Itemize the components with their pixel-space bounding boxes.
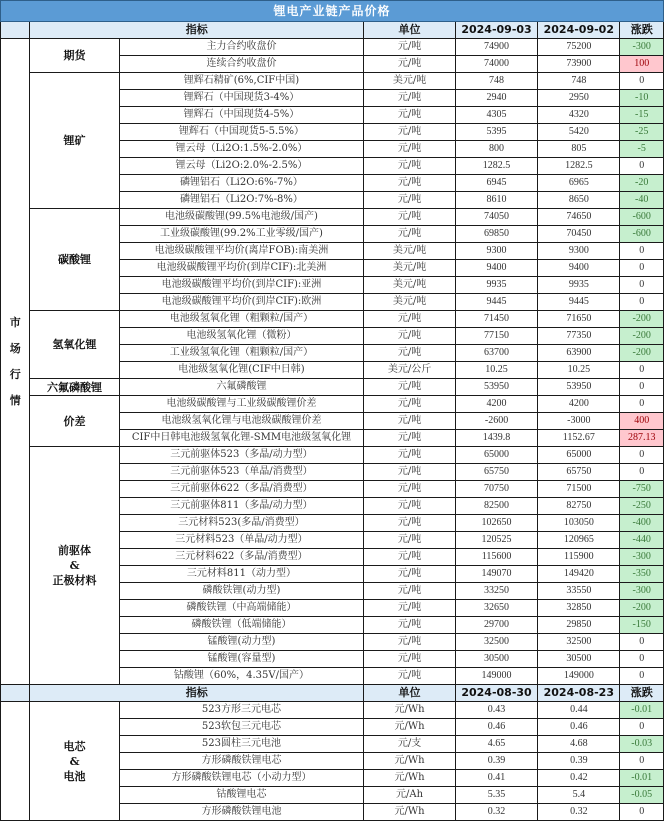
unit-cell: 美元/吨 <box>364 243 456 260</box>
unit-cell: 元/吨 <box>364 90 456 107</box>
item-name: 锂辉石（中国现货3-4%） <box>119 90 364 107</box>
unit-cell: 元/Wh <box>364 804 456 821</box>
change-cell: 0 <box>620 396 664 413</box>
change-cell: 400 <box>620 413 664 430</box>
change-cell: -20 <box>620 175 664 192</box>
value-date1: 0.46 <box>455 719 537 736</box>
item-name: 磷酸铁锂(动力型) <box>119 583 364 600</box>
unit-cell: 元/Ah <box>364 787 456 804</box>
value-date1: 30500 <box>455 651 537 668</box>
change-cell: 0 <box>620 243 664 260</box>
value-date1: 149000 <box>455 668 537 685</box>
unit-cell: 元/吨 <box>364 515 456 532</box>
value-date1: 32500 <box>455 634 537 651</box>
unit-cell: 元/吨 <box>364 107 456 124</box>
change-cell: 0 <box>620 73 664 90</box>
category-cell: 价差 <box>30 396 119 447</box>
item-name: 三元前驱体811（多晶/动力型） <box>119 498 364 515</box>
unit-cell: 美元/吨 <box>364 73 456 90</box>
change-cell: 0 <box>620 668 664 685</box>
category-line: 电芯 <box>63 739 86 753</box>
unit-cell: 元/吨 <box>364 226 456 243</box>
category-line: 正极材料 <box>52 574 97 587</box>
unit-cell: 美元/吨 <box>364 277 456 294</box>
unit-cell: 元/吨 <box>364 124 456 141</box>
item-name: CIF中日韩电池级氢氧化锂-SMM电池级氢氧化锂 <box>119 430 364 447</box>
category-line: 电池 <box>63 769 86 783</box>
item-name: 电池级碳酸锂平均价(到岸CIF):欧洲 <box>119 294 364 311</box>
header-row-2 <box>1 685 664 702</box>
unit-cell: 元/吨 <box>364 447 456 464</box>
unit-cell: 元/吨 <box>364 464 456 481</box>
unit-cell: 元/吨 <box>364 430 456 447</box>
header-change: 涨跌 <box>620 22 664 39</box>
unit-cell: 元/吨 <box>364 668 456 685</box>
value-date1: 9445 <box>455 294 537 311</box>
value-date2: 0.42 <box>538 770 620 787</box>
value-date1: 6945 <box>455 175 537 192</box>
value-date2: 32850 <box>538 600 620 617</box>
item-name: 523方形三元电芯 <box>119 702 364 719</box>
category-cell: 氢氧化锂 <box>30 311 119 379</box>
value-date2: 149420 <box>538 566 620 583</box>
value-date1: 82500 <box>455 498 537 515</box>
unit-cell: 元/吨 <box>364 141 456 158</box>
value-date1: 4305 <box>455 107 537 124</box>
item-name: 电池级碳酸锂(99.5%电池级/国产) <box>119 209 364 226</box>
unit-cell: 元/吨 <box>364 379 456 396</box>
item-name: 三元前驱体523（单晶/消费型） <box>119 464 364 481</box>
value-date1: 115600 <box>455 549 537 566</box>
unit-cell: 元/吨 <box>364 617 456 634</box>
change-cell: -300 <box>620 549 664 566</box>
unit-cell: 元/吨 <box>364 498 456 515</box>
unit-cell: 元/吨 <box>364 651 456 668</box>
change-cell: 0 <box>620 362 664 379</box>
value-date1: 74000 <box>455 56 537 73</box>
value-date2: 9445 <box>538 294 620 311</box>
item-name: 三元材料523(多晶/消费型） <box>119 515 364 532</box>
value-date2: 30500 <box>538 651 620 668</box>
value-date2: 103050 <box>538 515 620 532</box>
value-date2: 0.32 <box>538 804 620 821</box>
header-indicator: 指标 <box>30 22 364 39</box>
value-date1: 74900 <box>455 39 537 56</box>
value-date1: 5.35 <box>455 787 537 804</box>
unit-cell: 元/吨 <box>364 328 456 345</box>
item-name: 磷锂铝石（Li2O:6%-7%） <box>119 175 364 192</box>
item-name: 三元材料811（动力型） <box>119 566 364 583</box>
value-date1: -2600 <box>455 413 537 430</box>
change-cell: -400 <box>620 515 664 532</box>
item-name: 锂云母（Li2O:1.5%-2.0%） <box>119 141 364 158</box>
change-cell: -250 <box>620 498 664 515</box>
change-cell: 0 <box>620 651 664 668</box>
item-name: 连续合约收盘价 <box>119 56 364 73</box>
item-name: 电池级碳酸锂与工业级碳酸锂价差 <box>119 396 364 413</box>
table-row <box>1 396 664 413</box>
item-name: 六氟磷酸锂 <box>119 379 364 396</box>
value-date1: 0.32 <box>455 804 537 821</box>
category-line: & <box>69 754 80 768</box>
change-cell: -5 <box>620 141 664 158</box>
item-name: 锂辉石（中国现货5-5.5%） <box>119 124 364 141</box>
title-row <box>1 1 664 22</box>
value-date2: 0.39 <box>538 753 620 770</box>
unit-cell: 美元/吨 <box>364 260 456 277</box>
table-title: 锂电产业链产品价格 <box>1 1 664 22</box>
value-date2: 4.68 <box>538 736 620 753</box>
item-name: 方形磷酸铁锂电池 <box>119 804 364 821</box>
value-date1: 10.25 <box>455 362 537 379</box>
category-cell: 碳酸锂 <box>30 209 119 311</box>
item-name: 三元前驱体622（多晶/消费型） <box>119 481 364 498</box>
unit-cell: 元/吨 <box>364 481 456 498</box>
change-cell: -15 <box>620 107 664 124</box>
value-date2: 120965 <box>538 532 620 549</box>
value-date2: 71650 <box>538 311 620 328</box>
value-date1: 120525 <box>455 532 537 549</box>
change-cell: -0.01 <box>620 702 664 719</box>
header-change: 涨跌 <box>620 685 664 702</box>
item-name: 锂辉石精矿(6%,CIF中国) <box>119 73 364 90</box>
category-line: & <box>69 559 80 572</box>
value-date2: 10.25 <box>538 362 620 379</box>
unit-cell: 元/Wh <box>364 753 456 770</box>
value-date2: 9300 <box>538 243 620 260</box>
value-date2: 9935 <box>538 277 620 294</box>
unit-cell: 元/吨 <box>364 532 456 549</box>
value-date2: 65750 <box>538 464 620 481</box>
header-date2: 2024-08-23 <box>538 685 620 702</box>
unit-cell: 元/吨 <box>364 311 456 328</box>
change-cell: -600 <box>620 209 664 226</box>
value-date1: 63700 <box>455 345 537 362</box>
value-date2: 115900 <box>538 549 620 566</box>
unit-cell: 元/吨 <box>364 600 456 617</box>
change-cell: -0.01 <box>620 770 664 787</box>
value-date1: 5395 <box>455 124 537 141</box>
header-date2: 2024-09-02 <box>538 22 620 39</box>
table-row <box>1 73 664 90</box>
value-date1: 800 <box>455 141 537 158</box>
item-name: 锂辉石（中国现货4-5%） <box>119 107 364 124</box>
value-date1: 149070 <box>455 566 537 583</box>
change-cell: 0 <box>620 634 664 651</box>
header-unit: 单位 <box>364 685 456 702</box>
value-date1: 69850 <box>455 226 537 243</box>
unit-cell: 元/吨 <box>364 549 456 566</box>
value-date2: 5420 <box>538 124 620 141</box>
change-cell: -0.03 <box>620 736 664 753</box>
item-name: 锰酸锂(动力型) <box>119 634 364 651</box>
side-label-char: 市 <box>9 315 21 329</box>
change-cell: 0 <box>620 464 664 481</box>
change-cell: -0.05 <box>620 787 664 804</box>
item-name: 电池级氢氧化锂（粗颗粒/国产） <box>119 311 364 328</box>
change-cell: -300 <box>620 583 664 600</box>
item-name: 电池级碳酸锂平均价(到岸CIF):北美洲 <box>119 260 364 277</box>
value-date2: 53950 <box>538 379 620 396</box>
value-date1: 748 <box>455 73 537 90</box>
change-cell: -150 <box>620 617 664 634</box>
value-date2: 71500 <box>538 481 620 498</box>
unit-cell: 元/支 <box>364 736 456 753</box>
table-row <box>1 311 664 328</box>
unit-cell: 元/吨 <box>364 209 456 226</box>
value-date2: 77350 <box>538 328 620 345</box>
value-date2: 2950 <box>538 90 620 107</box>
side-label-char: 场 <box>9 341 21 355</box>
change-cell: -750 <box>620 481 664 498</box>
table-row <box>1 39 664 56</box>
unit-cell: 元/吨 <box>364 566 456 583</box>
value-date2: 149000 <box>538 668 620 685</box>
header-blank <box>1 22 30 39</box>
item-name: 主力合约收盘价 <box>119 39 364 56</box>
item-name: 钴酸锂（60%，4.35V/国产） <box>119 668 364 685</box>
change-cell: -200 <box>620 600 664 617</box>
change-cell: -350 <box>620 566 664 583</box>
category-cell: 锂矿 <box>30 73 119 209</box>
value-date1: 65000 <box>455 447 537 464</box>
unit-cell: 元/Wh <box>364 702 456 719</box>
change-cell: 100 <box>620 56 664 73</box>
change-cell: -200 <box>620 345 664 362</box>
category-cell: 六氟磷酸锂 <box>30 379 119 396</box>
change-cell: -200 <box>620 328 664 345</box>
header-date1: 2024-09-03 <box>455 22 537 39</box>
value-date2: 75200 <box>538 39 620 56</box>
value-date2: 63900 <box>538 345 620 362</box>
unit-cell: 美元/公斤 <box>364 362 456 379</box>
category-line: 前驱体 <box>58 544 92 557</box>
value-date1: 9300 <box>455 243 537 260</box>
change-cell: -200 <box>620 311 664 328</box>
value-date2: 70450 <box>538 226 620 243</box>
category-cell <box>30 702 119 821</box>
unit-cell: 元/Wh <box>364 719 456 736</box>
unit-cell: 元/Wh <box>364 770 456 787</box>
unit-cell: 元/吨 <box>364 56 456 73</box>
header-row <box>1 22 664 39</box>
item-name: 电池级氢氧化锂（微粉） <box>119 328 364 345</box>
header-blank <box>1 685 30 702</box>
value-date2: 33550 <box>538 583 620 600</box>
value-date1: 0.43 <box>455 702 537 719</box>
value-date1: 9935 <box>455 277 537 294</box>
change-cell: 0 <box>620 158 664 175</box>
value-date1: 0.39 <box>455 753 537 770</box>
item-name: 方形磷酸铁锂电芯（小动力型） <box>119 770 364 787</box>
item-name: 磷酸铁锂（低端储能） <box>119 617 364 634</box>
header-indicator: 指标 <box>30 685 364 702</box>
unit-cell: 美元/吨 <box>364 294 456 311</box>
value-date2: 4320 <box>538 107 620 124</box>
value-date1: 77150 <box>455 328 537 345</box>
value-date1: 2940 <box>455 90 537 107</box>
item-name: 方形磷酸铁锂电芯 <box>119 753 364 770</box>
value-date1: 8610 <box>455 192 537 209</box>
change-cell: 287.13 <box>620 430 664 447</box>
value-date2: 748 <box>538 73 620 90</box>
value-date2: 65000 <box>538 447 620 464</box>
item-name: 三元材料622（多晶/消费型） <box>119 549 364 566</box>
item-name: 电池级碳酸锂平均价(离岸FOB):南美洲 <box>119 243 364 260</box>
item-name: 工业级碳酸锂(99.2%工业零级/国产) <box>119 226 364 243</box>
value-date1: 53950 <box>455 379 537 396</box>
unit-cell: 元/吨 <box>364 345 456 362</box>
value-date2: 5.4 <box>538 787 620 804</box>
table-row <box>1 702 664 719</box>
side-label-char: 情 <box>9 393 21 407</box>
item-name: 工业级氢氧化锂（粗颗粒/国产） <box>119 345 364 362</box>
change-cell: 0 <box>620 277 664 294</box>
category-cell: 期货 <box>30 39 119 73</box>
header-date1: 2024-08-30 <box>455 685 537 702</box>
unit-cell: 元/吨 <box>364 583 456 600</box>
item-name: 钴酸锂电芯 <box>119 787 364 804</box>
change-cell: -600 <box>620 226 664 243</box>
unit-cell: 元/吨 <box>364 634 456 651</box>
value-date2: -3000 <box>538 413 620 430</box>
value-date2: 32500 <box>538 634 620 651</box>
value-date2: 82750 <box>538 498 620 515</box>
value-date2: 0.44 <box>538 702 620 719</box>
unit-cell: 元/吨 <box>364 396 456 413</box>
value-date2: 805 <box>538 141 620 158</box>
value-date2: 8650 <box>538 192 620 209</box>
unit-cell: 元/吨 <box>364 39 456 56</box>
value-date1: 70750 <box>455 481 537 498</box>
value-date2: 29850 <box>538 617 620 634</box>
value-date2: 0.46 <box>538 719 620 736</box>
value-date2: 1282.5 <box>538 158 620 175</box>
value-date2: 73900 <box>538 56 620 73</box>
value-date1: 4200 <box>455 396 537 413</box>
change-cell: -25 <box>620 124 664 141</box>
category-cell <box>30 447 119 685</box>
item-name: 电池级氢氧化锂(CIF中日韩) <box>119 362 364 379</box>
unit-cell: 元/吨 <box>364 158 456 175</box>
change-cell: -300 <box>620 39 664 56</box>
change-cell: 0 <box>620 294 664 311</box>
value-date1: 9400 <box>455 260 537 277</box>
item-name: 电池级氢氧化锂与电池级碳酸锂价差 <box>119 413 364 430</box>
table-row <box>1 447 664 464</box>
side-label-char: 行 <box>9 367 21 381</box>
value-date1: 29700 <box>455 617 537 634</box>
value-date1: 0.41 <box>455 770 537 787</box>
change-cell: 0 <box>620 260 664 277</box>
value-date1: 102650 <box>455 515 537 532</box>
value-date1: 71450 <box>455 311 537 328</box>
value-date2: 9400 <box>538 260 620 277</box>
value-date2: 1152.67 <box>538 430 620 447</box>
value-date2: 6965 <box>538 175 620 192</box>
change-cell: -440 <box>620 532 664 549</box>
item-name: 三元前驱体523（多晶/动力型） <box>119 447 364 464</box>
change-cell: 0 <box>620 447 664 464</box>
side-blank <box>1 702 30 821</box>
unit-cell: 元/吨 <box>364 413 456 430</box>
table-row <box>1 379 664 396</box>
change-cell: -10 <box>620 90 664 107</box>
value-date2: 4200 <box>538 396 620 413</box>
change-cell: 0 <box>620 719 664 736</box>
item-name: 电池级碳酸锂平均价(到岸CIF):亚洲 <box>119 277 364 294</box>
item-name: 三元材料523（单晶/动力型） <box>119 532 364 549</box>
item-name: 锰酸锂(容量型) <box>119 651 364 668</box>
value-date1: 74050 <box>455 209 537 226</box>
item-name: 523软包三元电芯 <box>119 719 364 736</box>
value-date1: 65750 <box>455 464 537 481</box>
value-date1: 32650 <box>455 600 537 617</box>
change-cell: 0 <box>620 753 664 770</box>
side-label <box>1 39 30 685</box>
item-name: 锂云母（Li2O:2.0%-2.5%） <box>119 158 364 175</box>
value-date1: 1439.8 <box>455 430 537 447</box>
value-date1: 33250 <box>455 583 537 600</box>
header-unit: 单位 <box>364 22 456 39</box>
table-row <box>1 209 664 226</box>
item-name: 磷锂铝石（Li2O:7%-8%） <box>119 192 364 209</box>
value-date1: 1282.5 <box>455 158 537 175</box>
item-name: 磷酸铁锂（中高端储能） <box>119 600 364 617</box>
unit-cell: 元/吨 <box>364 192 456 209</box>
value-date2: 74650 <box>538 209 620 226</box>
unit-cell: 元/吨 <box>364 175 456 192</box>
value-date1: 4.65 <box>455 736 537 753</box>
change-cell: -40 <box>620 192 664 209</box>
change-cell: 0 <box>620 379 664 396</box>
item-name: 523圆柱三元电池 <box>119 736 364 753</box>
change-cell: 0 <box>620 804 664 821</box>
